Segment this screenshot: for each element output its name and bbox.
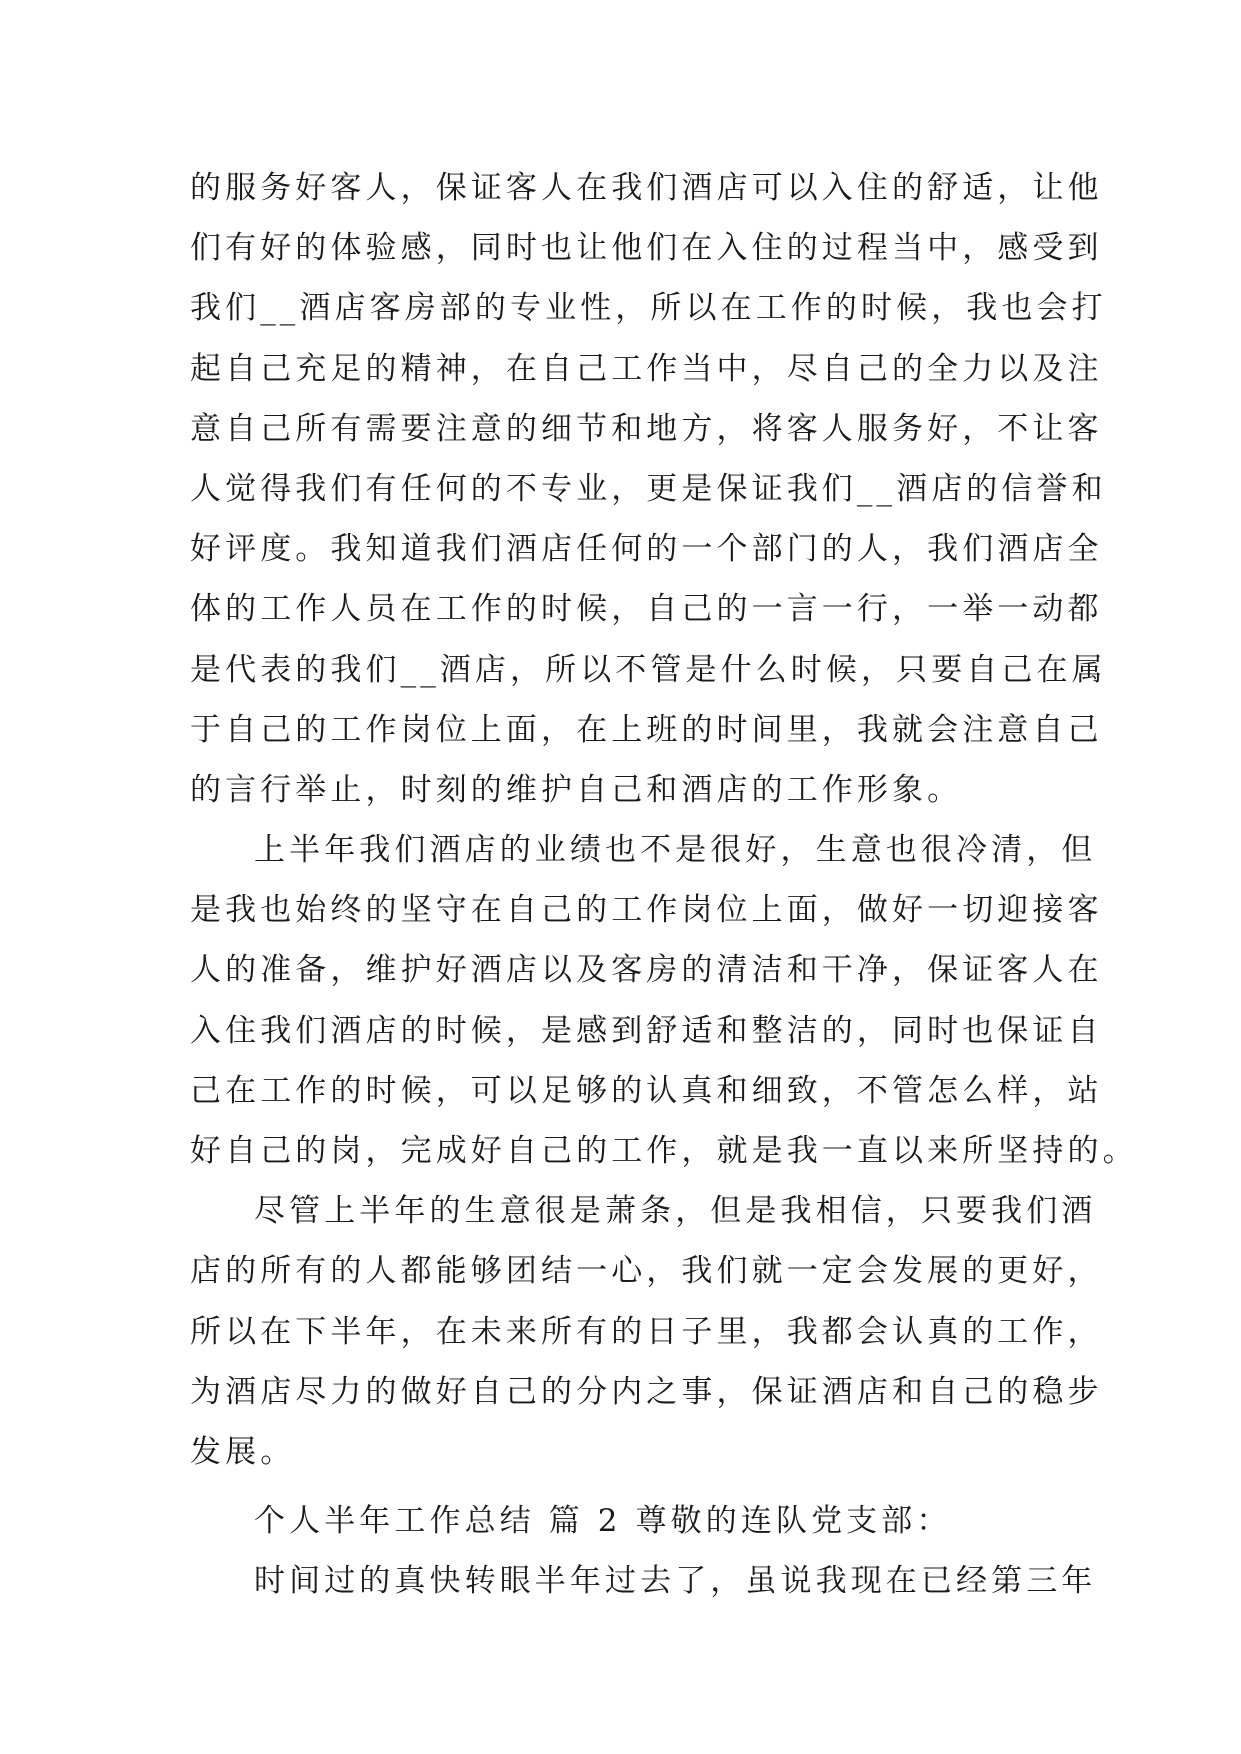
body-line-6: 人觉得我们有任何的不专业，更是保证我们__酒店的信誉和 <box>190 470 1107 507</box>
section-heading: 个人半年工作总结 篇 2 尊敬的连队党支部： <box>254 1503 952 1540</box>
body-line-1: 的服务好客人，保证客人在我们酒店可以入住的舒适，让他 <box>190 170 1103 206</box>
body-line-5: 意自己所有需要注意的细节和地方，将客人服务好，不让客 <box>190 410 1103 447</box>
body-line-10: 于自己的工作岗位上面，在上班的时间里，我就会注意自己 <box>190 711 1103 748</box>
paragraph-2-line-6: 好自己的岗，完成好自己的工作，就是我一直以来所坚持的。 <box>190 1133 1138 1169</box>
body-line-4: 起自己充足的精神，在自己工作当中，尽自己的全力以及注 <box>190 350 1103 387</box>
body-line-3: 我们__酒店客房部的专业性，所以在工作的时候，我也会打 <box>190 290 1107 327</box>
paragraph-3-line-5: 发展。 <box>190 1433 296 1470</box>
body-line-8: 体的工作人员在工作的时候，自己的一言一行，一举一动都 <box>190 591 1103 628</box>
paragraph-2-line-5: 己在工作的时候，可以足够的认真和细致，不管怎么样，站 <box>190 1072 1103 1109</box>
paragraph-4-line-1: 时间过的真快转眼半年过去了，虽说我现在已经第三年 <box>254 1563 1097 1600</box>
paragraph-3-line-3: 所以在下半年，在未来所有的日子里，我都会认真的工作， <box>190 1313 1103 1350</box>
paragraph-2-line-3: 人的准备，维护好酒店以及客房的清洁和干净，保证客人在 <box>190 952 1103 989</box>
paragraph-3-line-4: 为酒店尽力的做好自己的分内之事，保证酒店和自己的稳步 <box>190 1373 1103 1410</box>
body-line-9: 是代表的我们__酒店，所以不管是什么时候，只要自己在属 <box>190 651 1107 688</box>
paragraph-2-line-4: 入住我们酒店的时候，是感到舒适和整洁的，同时也保证自 <box>190 1012 1103 1049</box>
paragraph-2-line-1: 上半年我们酒店的业绩也不是很好，生意也很冷清，但 <box>254 832 1097 869</box>
body-line-2: 们有好的体验感，同时也让他们在入住的过程当中，感受到 <box>190 230 1103 267</box>
document-body <box>190 158 1138 1612</box>
paragraph-3-line-1: 尽管上半年的生意很是萧条，但是我相信，只要我们酒 <box>254 1193 1097 1230</box>
paragraph-3-line-2: 店的所有的人都能够团结一心，我们就一定会发展的更好， <box>190 1253 1103 1290</box>
body-line-11: 的言行举止，时刻的维护自己和酒店的工作形象。 <box>190 771 963 808</box>
body-line-7: 好评度。我知道我们酒店任何的一个部门的人，我们酒店全 <box>190 531 1103 568</box>
paragraph-2-line-2: 是我也始终的坚守在自己的工作岗位上面，做好一切迎接客 <box>190 892 1103 929</box>
